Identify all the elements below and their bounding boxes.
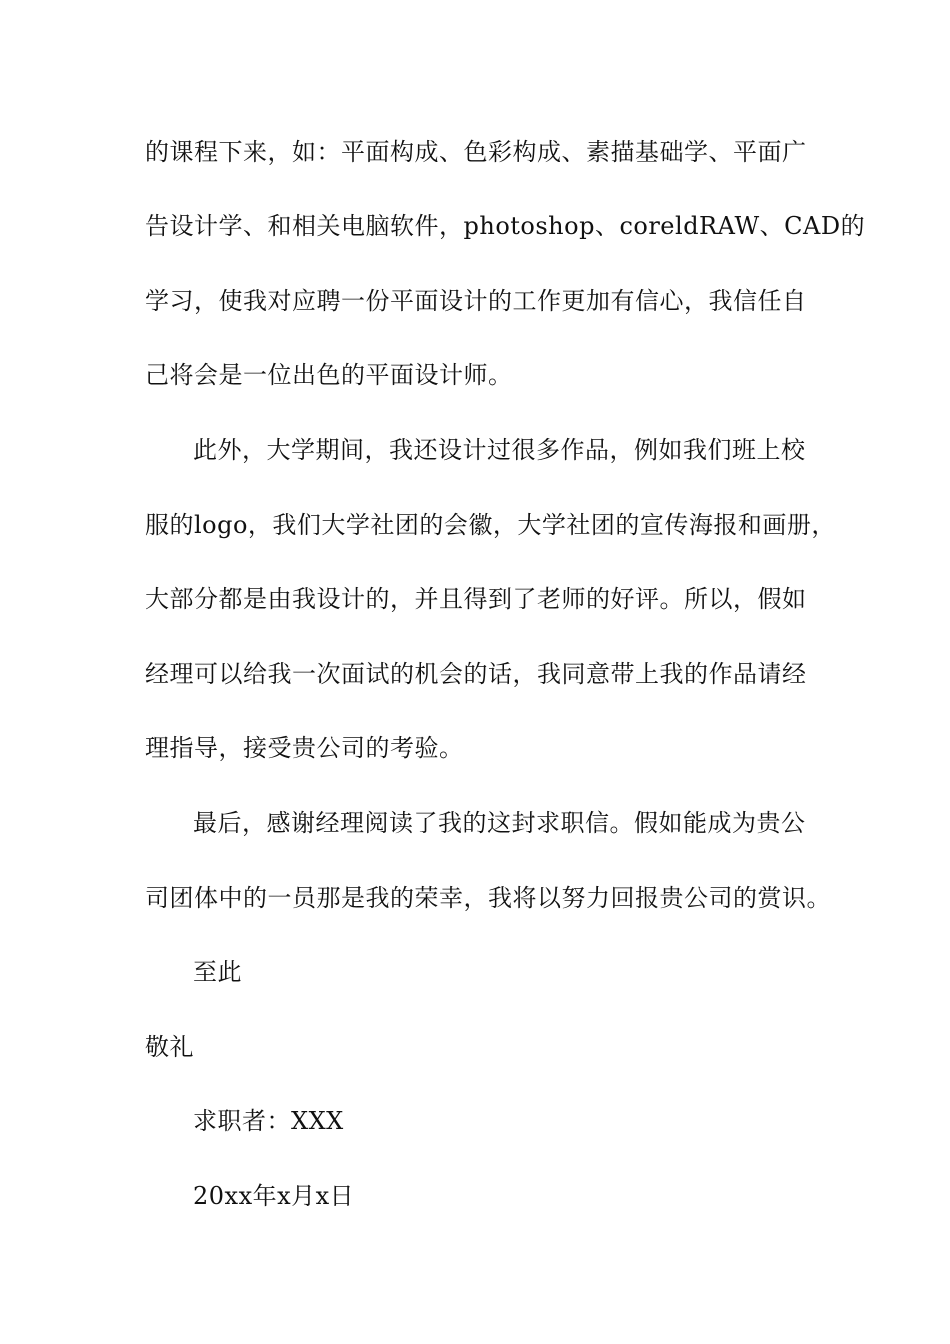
paragraph-line: 己将会是一位出色的平面设计师。 <box>145 361 513 389</box>
paragraph-line: 经理可以给我一次面试的机会的话，我同意带上我的作品请经 <box>145 660 807 688</box>
paragraph-line: 告设计学、和相关电脑软件，photoshop、coreldRAW、CAD的 <box>145 212 866 240</box>
paragraph-line: 理指导，接受贵公司的考验。 <box>145 734 464 762</box>
paragraph-line: 大部分都是由我设计的，并且得到了老师的好评。所以，假如 <box>145 585 807 613</box>
salutation-line: 敬礼 <box>145 1033 194 1061</box>
paragraph-line: 学习，使我对应聘一份平面设计的工作更加有信心，我信任自 <box>145 287 807 315</box>
paragraph-line: 最后，感谢经理阅读了我的这封求职信。假如能成为贵公 <box>193 809 806 837</box>
letter-date: 20xx年x月x日 <box>193 1182 355 1210</box>
closing-line: 至此 <box>193 958 242 986</box>
paragraph-line: 的课程下来，如：平面构成、色彩构成、素描基础学、平面广 <box>145 138 807 166</box>
paragraph-line: 服的logo，我们大学社团的会徽，大学社团的宣传海报和画册， <box>145 511 836 539</box>
applicant-signature: 求职者：XXX <box>193 1107 344 1135</box>
paragraph-line: 此外，大学期间，我还设计过很多作品，例如我们班上校 <box>193 436 806 464</box>
paragraph-line: 司团体中的一员那是我的荣幸，我将以努力回报贵公司的赏识。 <box>145 884 831 912</box>
